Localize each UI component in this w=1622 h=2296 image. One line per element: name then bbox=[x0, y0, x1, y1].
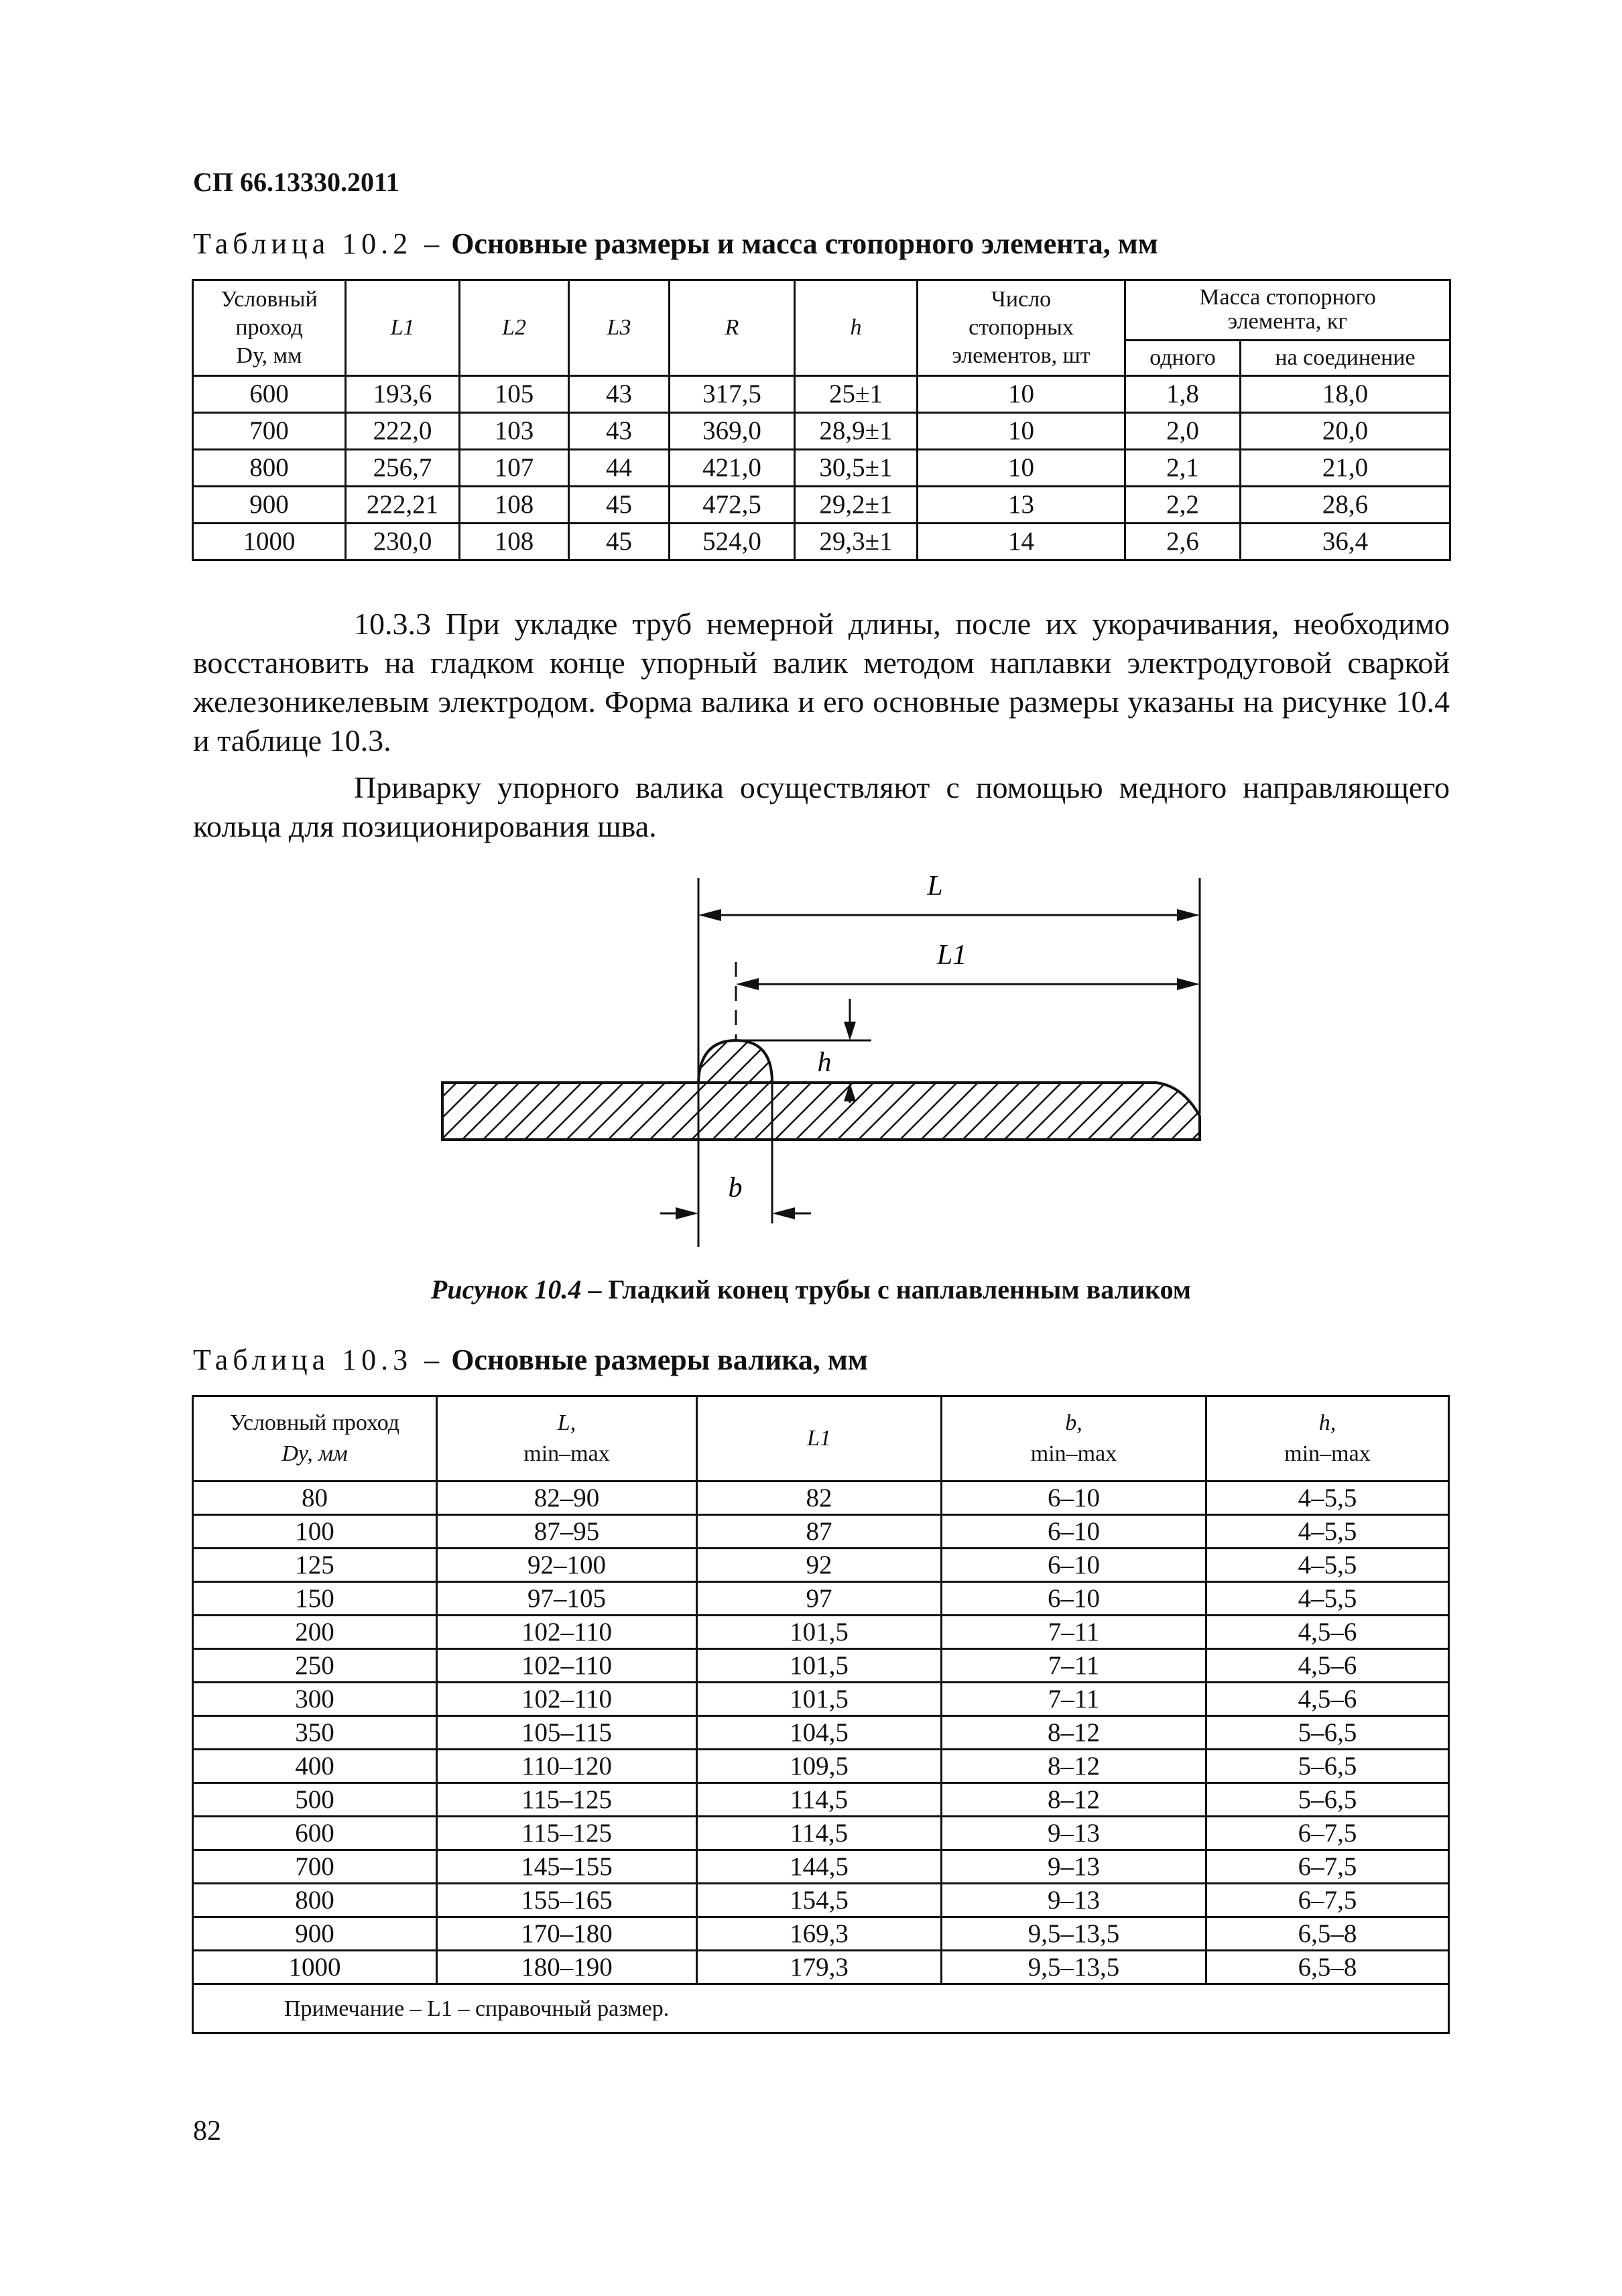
table-cell: 29,2±1 bbox=[795, 487, 918, 524]
table-cell: 80 bbox=[193, 1482, 437, 1515]
document-code: СП 66.13330.2011 bbox=[193, 167, 399, 197]
table-10-3-caption bbox=[193, 1343, 868, 1377]
table-cell: 25±1 bbox=[795, 376, 918, 413]
table-cell: 82 bbox=[697, 1482, 942, 1515]
table-10-3-prefix: Таблица 10.3 – bbox=[193, 1343, 444, 1376]
table-row bbox=[193, 1917, 1449, 1951]
table-cell: 6–10 bbox=[942, 1515, 1206, 1549]
table-cell: 472,5 bbox=[670, 487, 795, 524]
table-cell: 87–95 bbox=[437, 1515, 697, 1549]
table-cell: 102–110 bbox=[437, 1683, 697, 1716]
table-cell: 30,5±1 bbox=[795, 450, 918, 487]
table-cell: 108 bbox=[460, 524, 569, 560]
table-cell: 28,9±1 bbox=[795, 413, 918, 450]
table-cell: 256,7 bbox=[346, 450, 460, 487]
table-cell: 2,6 bbox=[1125, 524, 1241, 560]
table-cell: 10 bbox=[918, 450, 1125, 487]
table-cell: 179,3 bbox=[697, 1951, 942, 1984]
table-cell: 8–12 bbox=[942, 1716, 1206, 1750]
table-cell: 155–165 bbox=[437, 1884, 697, 1917]
table-row bbox=[193, 450, 1450, 487]
table-row bbox=[193, 376, 1450, 413]
table-cell: 114,5 bbox=[697, 1783, 942, 1817]
table-cell: 92–100 bbox=[437, 1549, 697, 1582]
table-cell: 7–11 bbox=[942, 1683, 1206, 1716]
table-cell: 6–7,5 bbox=[1206, 1817, 1449, 1850]
label-h: h bbox=[817, 1047, 832, 1078]
pipe-wall bbox=[442, 1083, 1200, 1140]
table-cell: 5–6,5 bbox=[1206, 1783, 1449, 1817]
table-cell: 169,3 bbox=[697, 1917, 942, 1951]
table-cell: 20,0 bbox=[1241, 413, 1450, 450]
table-cell: 800 bbox=[193, 450, 346, 487]
table-cell: 101,5 bbox=[697, 1649, 942, 1683]
table-cell: 193,6 bbox=[346, 376, 460, 413]
table-cell: 102–110 bbox=[437, 1649, 697, 1683]
table-cell: 230,0 bbox=[346, 524, 460, 560]
table-cell: 700 bbox=[193, 1850, 437, 1884]
table-cell: 4–5,5 bbox=[1206, 1482, 1449, 1515]
table-cell: 4–5,5 bbox=[1206, 1549, 1449, 1582]
table-cell: 6–7,5 bbox=[1206, 1884, 1449, 1917]
table-cell: 114,5 bbox=[697, 1817, 942, 1850]
table-cell: 6,5–8 bbox=[1206, 1917, 1449, 1951]
figure-caption-number: Рисунок 10.4 bbox=[430, 1274, 582, 1305]
header-b: b, min–max bbox=[942, 1396, 1206, 1482]
table-cell: 600 bbox=[193, 1817, 437, 1850]
page-number: 82 bbox=[193, 2116, 221, 2147]
table-cell: 1,8 bbox=[1125, 376, 1241, 413]
table-row bbox=[193, 524, 1450, 560]
table-cell: 115–125 bbox=[437, 1817, 697, 1850]
paragraph-welding: Приварку упорного валика осуществляют с помощью медного направляющего кольца для позиционирования шва. bbox=[193, 770, 1450, 843]
table-cell: 4–5,5 bbox=[1206, 1515, 1449, 1549]
table-cell: 14 bbox=[918, 524, 1125, 560]
table-cell: 6–10 bbox=[942, 1549, 1206, 1582]
table-cell: 2,0 bbox=[1125, 413, 1241, 450]
label-l1: L1 bbox=[936, 940, 967, 971]
table-cell: 317,5 bbox=[670, 376, 795, 413]
table-cell: 350 bbox=[193, 1716, 437, 1750]
table-row bbox=[193, 1884, 1449, 1917]
table-cell: 9–13 bbox=[942, 1850, 1206, 1884]
table-10-3-title: Основные размеры валика, мм bbox=[451, 1343, 868, 1376]
table-cell: 36,4 bbox=[1241, 524, 1450, 560]
table-cell: 10 bbox=[918, 413, 1125, 450]
table-cell: 13 bbox=[918, 487, 1125, 524]
table-row bbox=[193, 1649, 1449, 1683]
table-cell: 28,6 bbox=[1241, 487, 1450, 524]
table-cell: 87 bbox=[697, 1515, 942, 1549]
table-cell: 10 bbox=[918, 376, 1125, 413]
table-cell: 108 bbox=[460, 487, 569, 524]
table-cell: 97 bbox=[697, 1582, 942, 1616]
table-10-2-title: Основные размеры и масса стопорного элемента, мм bbox=[451, 227, 1158, 260]
table-10-3-note: Примечание – L1 – справочный размер. bbox=[193, 1984, 1449, 2033]
table-row bbox=[193, 487, 1450, 524]
table-cell: 103 bbox=[460, 413, 569, 450]
table-cell: 500 bbox=[193, 1783, 437, 1817]
table-cell: 45 bbox=[569, 524, 670, 560]
table-cell: 104,5 bbox=[697, 1716, 942, 1750]
table-cell: 9,5–13,5 bbox=[942, 1917, 1206, 1951]
table-row bbox=[193, 1482, 1449, 1515]
table-cell: 105 bbox=[460, 376, 569, 413]
table-cell: 2,1 bbox=[1125, 450, 1241, 487]
table-cell: 110–120 bbox=[437, 1750, 697, 1783]
table-10-2 bbox=[192, 279, 1451, 561]
paragraph-10-3-3: 10.3.3 При укладке труб немерной длины, после их укорачивания, необходимо восстановить на гладком конце упорный валик методом наплавки электродуговой сваркой железоникелевым электродом. Форма валика и его основные размеры указаны на рисунке 10.4 и таблице 10.3. bbox=[193, 607, 1450, 758]
table-cell: 6–10 bbox=[942, 1482, 1206, 1515]
table-cell: 115–125 bbox=[437, 1783, 697, 1817]
header-h: h, min–max bbox=[1206, 1396, 1449, 1482]
table-row bbox=[193, 1850, 1449, 1884]
table-cell: 369,0 bbox=[670, 413, 795, 450]
table-cell: 1000 bbox=[193, 1951, 437, 1984]
figure-10-4 bbox=[402, 865, 1247, 1254]
table-cell: 9–13 bbox=[942, 1817, 1206, 1850]
header-dn: Условный проход Dу, мм bbox=[193, 280, 346, 376]
table-cell: 1000 bbox=[193, 524, 346, 560]
arrowhead bbox=[772, 1207, 795, 1219]
table-10-3 bbox=[192, 1395, 1450, 2034]
table-cell: 421,0 bbox=[670, 450, 795, 487]
arrowhead bbox=[698, 909, 721, 921]
header-count: Число стопорных элементов, шт bbox=[918, 280, 1125, 376]
table-cell: 101,5 bbox=[697, 1683, 942, 1716]
table-cell: 9–13 bbox=[942, 1884, 1206, 1917]
label-b: b bbox=[728, 1172, 743, 1203]
figure-caption-text: – Гладкий конец трубы с наплавленным валиком bbox=[581, 1274, 1192, 1305]
table-10-2-caption bbox=[193, 227, 1158, 261]
table-cell: 4,5–6 bbox=[1206, 1649, 1449, 1683]
table-cell: 150 bbox=[193, 1582, 437, 1616]
table-row bbox=[193, 1817, 1449, 1850]
table-cell: 107 bbox=[460, 450, 569, 487]
table-10-2-prefix: Таблица 10.2 – bbox=[193, 227, 444, 260]
table-cell: 400 bbox=[193, 1750, 437, 1783]
table-cell: 170–180 bbox=[437, 1917, 697, 1951]
header-mass-joint: на соединение bbox=[1241, 340, 1450, 375]
table-row bbox=[193, 1616, 1449, 1649]
table-cell: 97–105 bbox=[437, 1582, 697, 1616]
table-cell: 5–6,5 bbox=[1206, 1716, 1449, 1750]
table-cell: 92 bbox=[697, 1549, 942, 1582]
table-cell: 8–12 bbox=[942, 1783, 1206, 1817]
table-cell: 900 bbox=[193, 487, 346, 524]
table-cell: 5–6,5 bbox=[1206, 1750, 1449, 1783]
table-row bbox=[193, 1515, 1449, 1549]
weld-bead bbox=[698, 1040, 772, 1083]
table-cell: 2,2 bbox=[1125, 487, 1241, 524]
table-cell: 144,5 bbox=[697, 1850, 942, 1884]
table-row bbox=[193, 1783, 1449, 1817]
table-cell: 900 bbox=[193, 1917, 437, 1951]
table-cell: 43 bbox=[569, 413, 670, 450]
table-cell: 6,5–8 bbox=[1206, 1951, 1449, 1984]
arrowhead bbox=[1177, 978, 1200, 990]
table-cell: 101,5 bbox=[697, 1616, 942, 1649]
table-cell: 4,5–6 bbox=[1206, 1616, 1449, 1649]
header-l2: L2 bbox=[460, 280, 569, 376]
table-row bbox=[193, 413, 1450, 450]
table-cell: 43 bbox=[569, 376, 670, 413]
table-cell: 6–10 bbox=[942, 1582, 1206, 1616]
table-cell: 8–12 bbox=[942, 1750, 1206, 1783]
header-mass: Масса стопорного элемента, кг bbox=[1125, 280, 1450, 341]
table-cell: 800 bbox=[193, 1884, 437, 1917]
table-cell: 7–11 bbox=[942, 1616, 1206, 1649]
table-cell: 180–190 bbox=[437, 1951, 697, 1984]
table-cell: 105–115 bbox=[437, 1716, 697, 1750]
table-row bbox=[193, 1683, 1449, 1716]
header-dn: Условный проход Dу, мм bbox=[193, 1396, 437, 1482]
table-cell: 29,3±1 bbox=[795, 524, 918, 560]
header-h: h bbox=[795, 280, 918, 376]
table-row bbox=[193, 1951, 1449, 1984]
table-cell: 7–11 bbox=[942, 1649, 1206, 1683]
table-cell: 9,5–13,5 bbox=[942, 1951, 1206, 1984]
table-cell: 300 bbox=[193, 1683, 437, 1716]
table-cell: 100 bbox=[193, 1515, 437, 1549]
table-cell: 82–90 bbox=[437, 1482, 697, 1515]
arrowhead bbox=[844, 1022, 856, 1040]
table-cell: 145–155 bbox=[437, 1850, 697, 1884]
table-row bbox=[193, 1750, 1449, 1783]
table-cell: 700 bbox=[193, 413, 346, 450]
table-cell: 4–5,5 bbox=[1206, 1582, 1449, 1616]
table-cell: 250 bbox=[193, 1649, 437, 1683]
header-l1: L1 bbox=[346, 280, 460, 376]
header-l1: L1 bbox=[697, 1396, 942, 1482]
table-row bbox=[193, 1549, 1449, 1582]
arrowhead bbox=[736, 978, 759, 990]
table-cell: 125 bbox=[193, 1549, 437, 1582]
table-cell: 18,0 bbox=[1241, 376, 1450, 413]
table-cell: 600 bbox=[193, 376, 346, 413]
table-row bbox=[193, 1716, 1449, 1750]
table-cell: 222,0 bbox=[346, 413, 460, 450]
table-cell: 102–110 bbox=[437, 1616, 697, 1649]
figure-10-4-caption bbox=[0, 1274, 1622, 1305]
arrowhead bbox=[1177, 909, 1200, 921]
table-cell: 44 bbox=[569, 450, 670, 487]
table-cell: 109,5 bbox=[697, 1750, 942, 1783]
table-cell: 21,0 bbox=[1241, 450, 1450, 487]
table-cell: 200 bbox=[193, 1616, 437, 1649]
body-text bbox=[193, 605, 1450, 846]
arrowhead bbox=[676, 1207, 698, 1219]
table-cell: 4,5–6 bbox=[1206, 1683, 1449, 1716]
table-row bbox=[193, 1582, 1449, 1616]
table-cell: 222,21 bbox=[346, 487, 460, 524]
table-cell: 45 bbox=[569, 487, 670, 524]
header-l: L, min–max bbox=[437, 1396, 697, 1482]
table-cell: 154,5 bbox=[697, 1884, 942, 1917]
table-cell: 6–7,5 bbox=[1206, 1850, 1449, 1884]
header-l3: L3 bbox=[569, 280, 670, 376]
label-l: L bbox=[927, 871, 943, 902]
table-cell: 524,0 bbox=[670, 524, 795, 560]
header-mass-one: одного bbox=[1125, 340, 1241, 375]
header-r: R bbox=[670, 280, 795, 376]
